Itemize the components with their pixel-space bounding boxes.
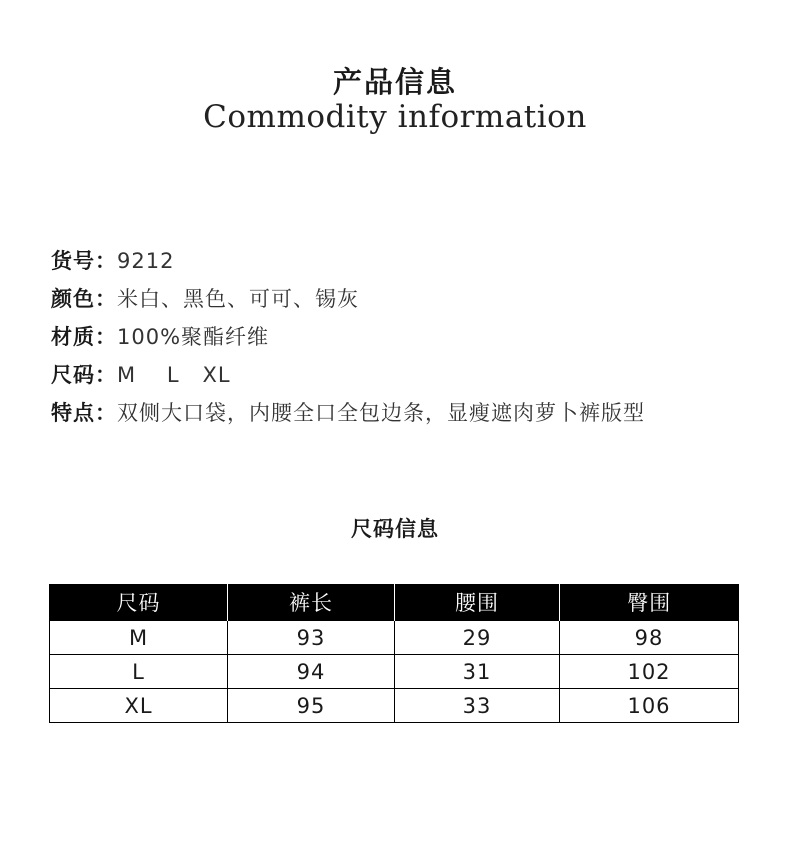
table-row (50, 655, 739, 689)
info-key: 尺码： (51, 363, 117, 387)
info-key: 颜色： (51, 287, 117, 311)
size-chart-table (49, 584, 739, 723)
info-row-material (51, 321, 645, 359)
table-row (50, 689, 739, 723)
info-row-colors (51, 283, 645, 321)
table-cell: L (50, 655, 228, 689)
info-value: 米白、黑色、可可、锡灰 (117, 287, 359, 311)
column-header-size: 尺码 (50, 584, 228, 621)
table-cell: 94 (228, 655, 395, 689)
table-cell: M (50, 621, 228, 655)
info-row-item-number (51, 245, 645, 283)
info-row-sizes (51, 359, 645, 397)
info-key: 材质： (51, 325, 117, 349)
size-chart-title: 尺码信息 (351, 517, 439, 541)
table-cell: 95 (228, 689, 395, 723)
column-header-hip: 臀围 (560, 584, 739, 621)
info-key: 货号： (51, 249, 117, 273)
info-key: 特点： (51, 401, 117, 425)
table-cell: XL (50, 689, 228, 723)
page-subtitle: Commodity information (203, 99, 587, 135)
column-header-length: 裤长 (228, 584, 395, 621)
info-value: 9212 (117, 249, 175, 273)
column-header-waist: 腰围 (395, 584, 560, 621)
info-row-features (51, 397, 645, 435)
table-cell: 93 (228, 621, 395, 655)
table-row (50, 621, 739, 655)
info-value: M L XL (117, 363, 231, 387)
info-value: 100%聚酯纤维 (117, 325, 270, 349)
table-cell: 102 (560, 655, 739, 689)
product-info-list (51, 245, 645, 435)
table-cell: 98 (560, 621, 739, 655)
table-cell: 29 (395, 621, 560, 655)
table-header-row (50, 584, 739, 621)
table-cell: 33 (395, 689, 560, 723)
table-cell: 31 (395, 655, 560, 689)
page-title: 产品信息 (332, 65, 457, 99)
table-cell: 106 (560, 689, 739, 723)
info-value: 双侧大口袋，内腰全口全包边条，显瘦遮肉萝卜裤版型 (117, 401, 645, 425)
